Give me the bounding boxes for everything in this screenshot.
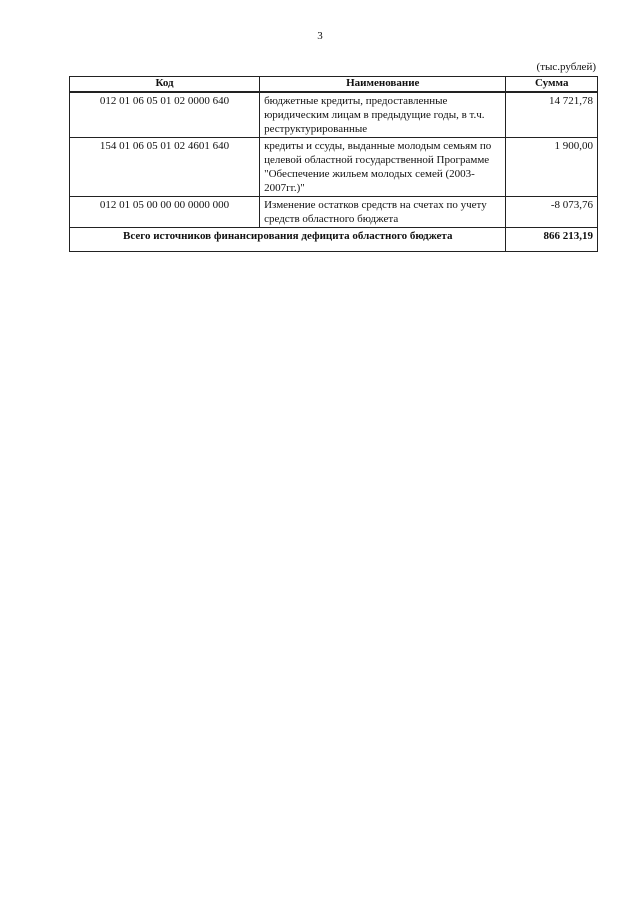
table-row bbox=[70, 92, 598, 138]
row-sum: 14 721,78 bbox=[506, 92, 598, 138]
row-sum: -8 073,76 bbox=[506, 197, 598, 228]
header-name: Наименование bbox=[260, 77, 506, 93]
header-sum: Сумма bbox=[506, 77, 598, 93]
units-label: (тыс.рублей) bbox=[536, 61, 596, 73]
row-code: 012 01 06 05 01 02 0000 640 bbox=[70, 92, 260, 138]
table-header-row bbox=[70, 77, 598, 93]
row-name: кредиты и ссуды, выданные молодым семьям по целевой областной государственной Программе "Обеспечение жильем молодых семей (2003-2007гг.)" bbox=[260, 138, 506, 197]
row-name: Изменение остатков средств на счетах по учету средств областного бюджета bbox=[260, 197, 506, 228]
table-row bbox=[70, 197, 598, 228]
row-code: 154 01 06 05 01 02 4601 640 bbox=[70, 138, 260, 197]
page-number: 3 bbox=[317, 30, 323, 42]
total-label: Всего источников финансирования дефицита областного бюджета bbox=[70, 228, 506, 252]
financing-sources-table bbox=[69, 76, 598, 252]
header-code: Код bbox=[70, 77, 260, 93]
table-row bbox=[70, 138, 598, 197]
total-sum: 866 213,19 bbox=[506, 228, 598, 252]
row-sum: 1 900,00 bbox=[506, 138, 598, 197]
row-code: 012 01 05 00 00 00 0000 000 bbox=[70, 197, 260, 228]
total-row bbox=[70, 228, 598, 252]
row-name: бюджетные кредиты, предоставленные юридическим лицам в предыдущие годы, в т.ч. реструктурированные bbox=[260, 92, 506, 138]
